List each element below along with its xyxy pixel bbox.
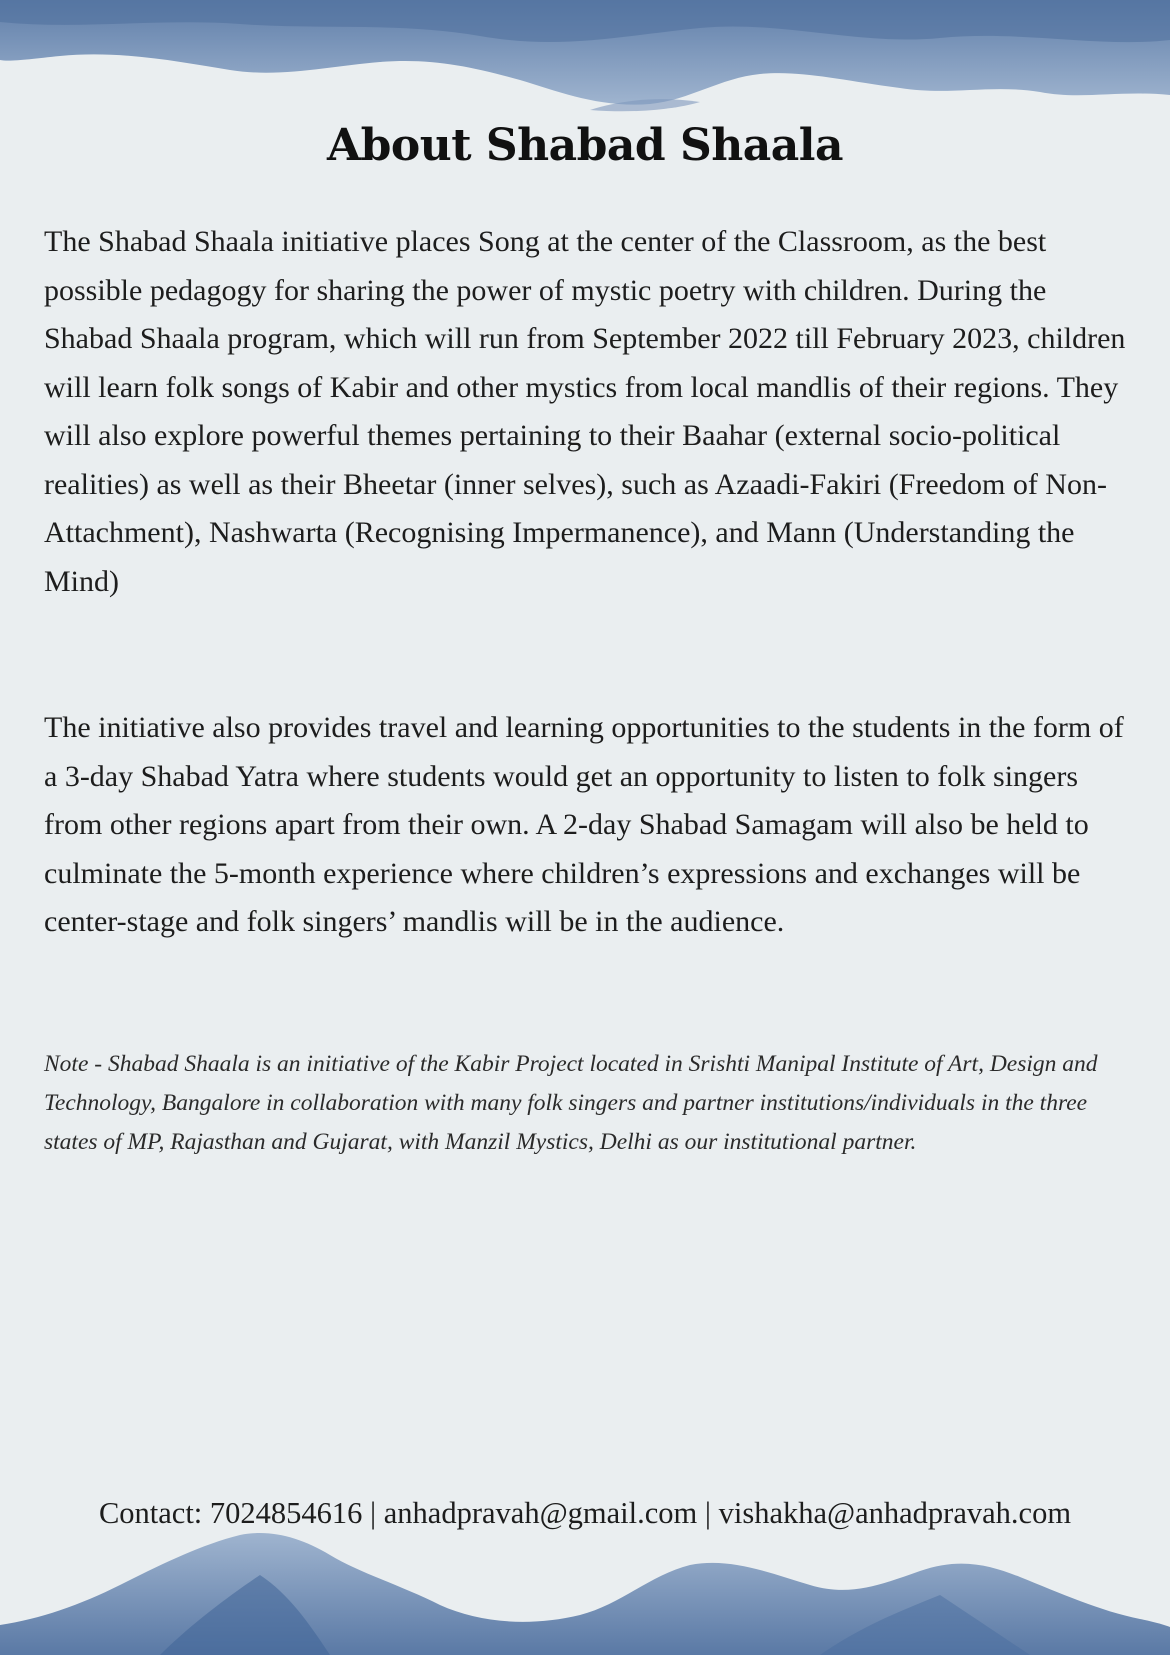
note-paragraph: Note - Shabad Shaala is an initiative of the Kabir Project located in Srishti Manipal Institute of Art, Design and Technology, Bangalore in collaboration with many folk singers and partner institutions/individuals in the three states of MP, Rajasthan and Gujarat, with Manzil Mystics, Delhi as our institutional partner. [44, 1051, 1098, 1155]
watercolor-top-decoration [0, 0, 1170, 130]
intro-paragraph: The Shabad Shaala initiative places Song at the center of the Classroom, as the best possible pedagogy for sharing the power of mystic poetry with children. During the Shabad Shaala program, which will run from September 2022 till February 2023, children will learn folk songs of Kabir and other mystics from local mandlis of their regions. They will also explore powerful themes pertaining to their Baahar (external socio-political realities) as well as their Bheetar (inner selves), such as Azaadi-Fakiri (Freedom of Non-Attachment), Nashwarta (Recognising Impermanence), and Mann (Understanding the Mind) [44, 225, 1126, 598]
watercolor-bottom-decoration [0, 1515, 1170, 1655]
page-title: About Shabad Shaala [326, 120, 844, 171]
travel-paragraph: The initiative also provides travel and learning opportunities to the students in the form of a 3-day Shabad Yatra where students would get an opportunity to listen to folk singers from other regions apart from their own. A 2-day Shabad Samagam will also be held to culminate the 5-month experience where children’s expressions and exchanges will be center-stage and folk singers’ mandlis will be in the audience. [44, 711, 1124, 938]
contact-line: Contact: 7024854616 | anhadpravah@gmail.com | vishakha@anhadpravah.com [98, 1496, 1072, 1530]
